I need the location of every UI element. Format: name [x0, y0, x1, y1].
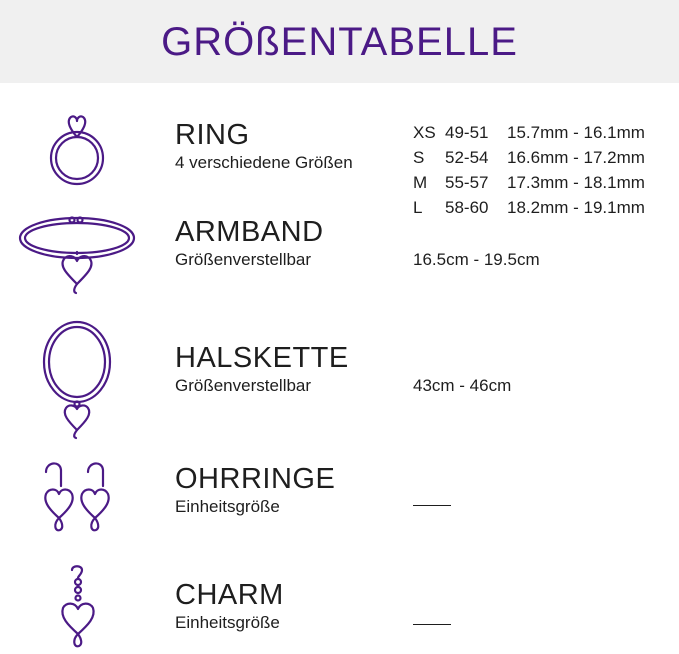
charm-value-dash: [413, 624, 451, 625]
necklace-value: 43cm - 46cm: [413, 376, 512, 395]
size-range: 52-54: [445, 148, 489, 167]
size-label: M: [413, 173, 428, 192]
size-diameter: 15.7mm - 16.1mm: [507, 123, 645, 142]
header-bar: [0, 0, 679, 83]
necklace-icon: [40, 320, 114, 442]
earrings-icon: [40, 460, 114, 536]
ring-size-table: [413, 120, 663, 220]
bracelet-icon: [17, 214, 137, 296]
earrings-value-dash: [413, 505, 451, 506]
size-label: S: [413, 148, 425, 167]
size-diameter: 16.6mm - 17.2mm: [507, 148, 645, 167]
bracelet-subtitle: Größenverstellbar: [175, 250, 312, 269]
size-range: 55-57: [445, 173, 489, 192]
size-range: 49-51: [445, 123, 489, 142]
size-row: [413, 145, 663, 170]
bracelet-name: ARMBAND: [175, 216, 324, 248]
size-row: [413, 170, 663, 195]
charm-icon: [56, 564, 100, 652]
size-diameter: 18.2mm - 19.1mm: [507, 198, 645, 217]
charm-subtitle: Einheitsgröße: [175, 613, 280, 632]
ring-icon: [46, 113, 108, 187]
ring-subtitle: 4 verschiedene Größen: [175, 153, 353, 172]
size-label: L: [413, 198, 423, 217]
earrings-name: OHRRINGE: [175, 463, 336, 495]
size-row: [413, 195, 663, 220]
size-range: 58-60: [445, 198, 489, 217]
necklace-subtitle: Größenverstellbar: [175, 376, 312, 395]
page-title: GRÖßENTABELLE: [161, 20, 518, 64]
size-diameter: 17.3mm - 18.1mm: [507, 173, 645, 192]
bracelet-value: 16.5cm - 19.5cm: [413, 250, 540, 269]
size-row: [413, 120, 663, 145]
earrings-subtitle: Einheitsgröße: [175, 497, 280, 516]
charm-name: CHARM: [175, 579, 284, 611]
size-label: XS: [413, 123, 436, 142]
ring-name: RING: [175, 119, 250, 151]
necklace-name: HALSKETTE: [175, 342, 349, 374]
